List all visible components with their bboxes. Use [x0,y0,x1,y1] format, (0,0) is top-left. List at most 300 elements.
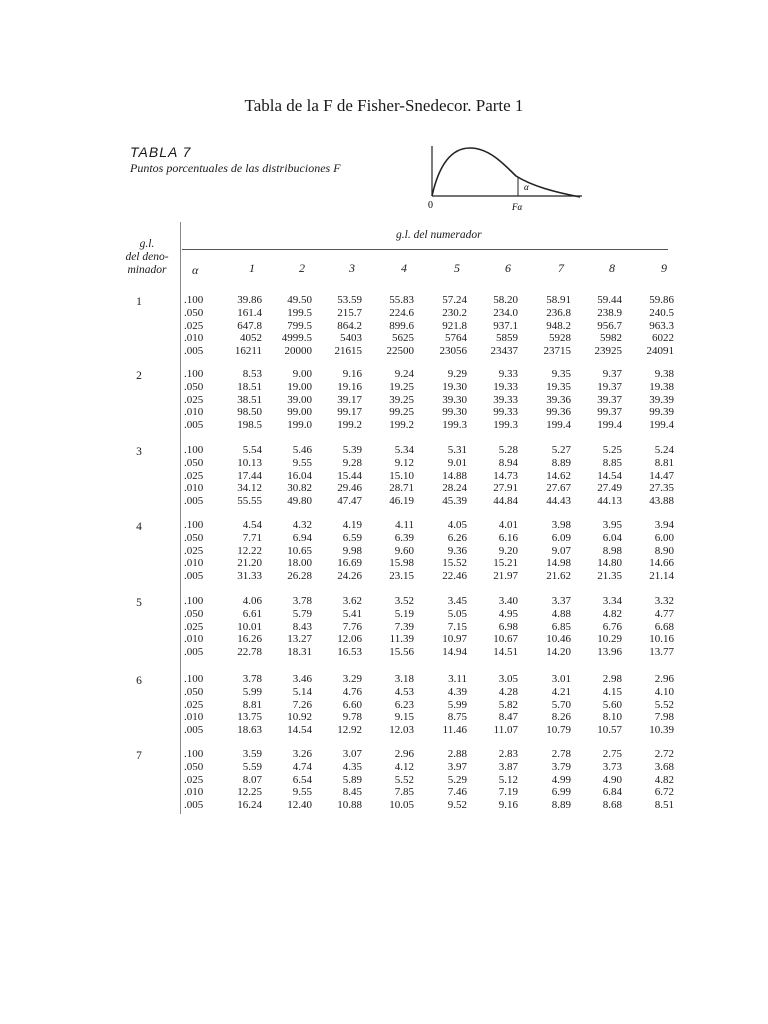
alpha-level-label: .010 [184,557,204,570]
table-cell: 6022 [652,332,674,345]
table-cell: 9.28 [342,456,362,469]
denominator-df-block [0,294,768,358]
table-cell: 9.33 [498,368,518,380]
table-cell: 14.51 [493,646,518,659]
table-cell: 19.35 [546,380,571,393]
table-cell: 8.43 [292,620,312,633]
table-cell: 4.32 [292,519,312,531]
table-cell: 19.00 [287,380,312,393]
table-cell: 9.55 [292,456,312,469]
denominator-df-label: 4 [136,521,142,533]
table-label: TABLA 7 [130,144,192,160]
table-cell: 6.39 [394,531,414,544]
table-cell: 199.4 [649,419,674,432]
table-cell: 21615 [334,345,362,358]
table-cell: 14.54 [597,469,622,482]
table-cell: 24091 [646,345,674,358]
table-cell: 8.10 [602,711,622,724]
table-cell: 6.09 [551,531,571,544]
table-cell: 20000 [284,345,312,358]
denominator-df-label: 5 [136,597,142,609]
table-cell: 6.26 [447,531,467,544]
table-cell: 19.33 [493,380,518,393]
table-cell: 5403 [340,332,362,345]
table-cell: 99.36 [546,406,571,419]
table-cell: 14.98 [546,557,571,570]
alpha-level-label: .100 [184,748,204,760]
table-cell: 22500 [386,345,414,358]
table-cell: 8.75 [447,711,467,724]
table-cell: 18.63 [237,724,262,737]
alpha-level-label: .010 [184,786,204,799]
table-cell: 5.70 [551,698,571,711]
table-cell: 4.39 [447,685,467,698]
table-cell: 5.41 [342,607,362,620]
table-cell: 28.24 [442,482,467,495]
table-cell: 3.07 [342,748,362,760]
table-cell: 4.15 [602,685,622,698]
alpha-level-label: .005 [184,646,204,659]
table-cell: 3.45 [447,595,467,607]
table-subtitle: Puntos porcentuales de las distribuciones F [130,161,341,175]
table-cell: 199.0 [287,419,312,432]
table-cell: 10.16 [649,633,674,646]
table-cell: 10.79 [546,724,571,737]
table-cell: 2.88 [447,748,467,760]
table-cell: 10.67 [493,633,518,646]
table-cell: 4.11 [395,519,414,531]
table-cell: 6.99 [551,786,571,799]
table-cell: 198.5 [237,419,262,432]
table-cell: 99.17 [337,406,362,419]
table-cell: 12.92 [337,724,362,737]
alpha-level-label: .050 [184,531,204,544]
table-cell: 28.71 [389,482,414,495]
table-cell: 15.98 [389,557,414,570]
table-cell: 6.16 [498,531,518,544]
alpha-level-label: .010 [184,633,204,646]
table-cell: 199.4 [546,419,571,432]
table-cell: 16.53 [337,646,362,659]
table-cell: 18.31 [287,646,312,659]
table-cell: 19.16 [337,380,362,393]
table-cell: 9.35 [551,368,571,380]
alpha-level-label: .005 [184,345,204,358]
table-cell: 8.26 [551,711,571,724]
table-cell: 21.14 [649,570,674,583]
table-cell: 9.24 [394,368,414,380]
table-cell: 39.36 [546,393,571,406]
table-cell: 14.88 [442,469,467,482]
table-cell: 9.12 [394,456,414,469]
table-cell: 30.82 [287,482,312,495]
numerator-df-column-header: 9 [661,261,667,275]
table-cell: 44.13 [597,495,622,508]
alpha-level-label: .050 [184,456,204,469]
table-cell: 23056 [439,345,467,358]
table-cell: 99.00 [287,406,312,419]
table-cell: 10.39 [649,724,674,737]
table-cell: 937.1 [493,319,518,332]
alpha-level-label: .010 [184,711,204,724]
table-cell: 4.01 [498,519,518,531]
table-cell: 10.01 [237,620,262,633]
table-cell: 3.26 [292,748,312,760]
table-cell: 55.55 [237,495,262,508]
alpha-level-label: .025 [184,544,204,557]
table-cell: 44.84 [493,495,518,508]
table-cell: 4.77 [654,607,674,620]
table-cell: 5.52 [654,698,674,711]
table-cell: 3.87 [498,760,518,773]
table-cell: 27.35 [649,482,674,495]
table-cell: 3.18 [394,673,414,685]
table-cell: 14.54 [287,724,312,737]
table-cell: 27.67 [546,482,571,495]
table-cell: 23925 [594,345,622,358]
table-cell: 17.44 [237,469,262,482]
table-cell: 230.2 [442,306,467,319]
table-cell: 4.90 [602,773,622,786]
table-cell: 5.46 [292,444,312,456]
table-cell: 14.94 [442,646,467,659]
table-cell: 11.39 [389,633,414,646]
table-cell: 3.46 [292,673,312,685]
table-cell: 3.78 [292,595,312,607]
table-cell: 4.82 [602,607,622,620]
table-cell: 98.50 [237,406,262,419]
table-cell: 14.66 [649,557,674,570]
alpha-level-label: .025 [184,469,204,482]
table-cell: 5982 [600,332,622,345]
table-cell: 5.52 [394,773,414,786]
table-cell: 5.24 [654,444,674,456]
table-cell: 224.6 [389,306,414,319]
table-cell: 18.51 [237,380,262,393]
table-cell: 4.99 [551,773,571,786]
table-cell: 10.46 [546,633,571,646]
table-cell: 3.34 [602,595,622,607]
numerator-df-column-header: 2 [299,261,305,275]
table-cell: 10.92 [287,711,312,724]
denominator-header-line: minador [127,264,167,276]
table-cell: 15.44 [337,469,362,482]
table-cell: 9.29 [447,368,467,380]
alpha-level-label: .100 [184,595,204,607]
alpha-level-label: .010 [184,482,204,495]
table-cell: 4.74 [292,760,312,773]
table-cell: 18.00 [287,557,312,570]
table-cell: 16211 [234,345,262,358]
table-cell: 199.2 [337,419,362,432]
curve-alpha-label: α [524,182,529,192]
table-cell: 5.05 [447,607,467,620]
table-cell: 5928 [549,332,571,345]
table-cell: 39.30 [442,393,467,406]
table-cell: 238.9 [597,306,622,319]
denominator-df-block [0,595,768,659]
table-cell: 4.95 [498,607,518,620]
table-cell: 15.52 [442,557,467,570]
table-cell: 10.88 [337,799,362,812]
denominator-df-header [112,238,182,277]
table-cell: 3.01 [551,673,571,685]
table-cell: 4.76 [342,685,362,698]
table-cell: 11.46 [442,724,467,737]
table-cell: 3.97 [447,760,467,773]
table-cell: 864.2 [337,319,362,332]
page-title: Tabla de la F de Fisher-Snedecor. Parte 1 [244,96,524,115]
table-cell: 4.19 [342,519,362,531]
table-cell: 57.24 [442,294,467,306]
table-cell: 43.88 [649,495,674,508]
table-cell: 39.86 [237,294,262,306]
table-cell: 899.6 [389,319,414,332]
table-cell: 3.32 [654,595,674,607]
table-cell: 13.27 [287,633,312,646]
table-cell: 5859 [496,332,518,345]
numerator-df-column-header: 3 [349,261,355,275]
table-cell: 948.2 [546,319,571,332]
table-cell: 55.83 [389,294,414,306]
alpha-level-label: .050 [184,685,204,698]
alpha-level-label: .050 [184,607,204,620]
table-cell: 4.88 [551,607,571,620]
density-curve [432,148,580,197]
table-cell: 4.05 [447,519,467,531]
table-cell: 5.59 [242,760,262,773]
table-cell: 6.04 [602,531,622,544]
table-cell: 15.10 [389,469,414,482]
alpha-level-label: .025 [184,393,204,406]
table-cell: 10.05 [389,799,414,812]
table-cell: 9.15 [394,711,414,724]
table-cell: 12.03 [389,724,414,737]
table-cell: 11.07 [493,724,518,737]
table-cell: 956.7 [597,319,622,332]
table-cell: 4.54 [242,519,262,531]
table-cell: 5.29 [447,773,467,786]
table-cell: 16.04 [287,469,312,482]
table-cell: 13.96 [597,646,622,659]
alpha-level-label: .100 [184,444,204,456]
table-cell: 23.15 [389,570,414,583]
table-cell: 6.23 [394,698,414,711]
table-cell: 4.10 [654,685,674,698]
table-cell: 3.98 [551,519,571,531]
table-cell: 8.81 [654,456,674,469]
table-cell: 59.86 [649,294,674,306]
denominator-df-block [0,444,768,508]
table-cell: 3.59 [242,748,262,760]
table-cell: 16.26 [237,633,262,646]
table-cell: 2.78 [551,748,571,760]
table-cell: 4.35 [342,760,362,773]
table-cell: 31.33 [237,570,262,583]
table-cell: 4.28 [498,685,518,698]
table-cell: 99.25 [389,406,414,419]
table-cell: 5.79 [292,607,312,620]
table-cell: 45.39 [442,495,467,508]
table-cell: 14.47 [649,469,674,482]
table-cell: 14.80 [597,557,622,570]
table-cell: 19.25 [389,380,414,393]
table-cell: 6.59 [342,531,362,544]
table-cell: 6.61 [242,607,262,620]
table-cell: 8.98 [602,544,622,557]
table-cell: 9.60 [394,544,414,557]
table-cell: 5625 [392,332,414,345]
table-cell: 8.45 [342,786,362,799]
alpha-level-label: .005 [184,419,204,432]
table-cell: 215.7 [337,306,362,319]
table-cell: 7.19 [498,786,518,799]
table-cell: 199.3 [493,419,518,432]
table-cell: 9.16 [498,799,518,812]
numerator-df-column-header: 7 [558,261,564,275]
table-cell: 8.68 [602,799,622,812]
alpha-level-label: .025 [184,620,204,633]
alpha-level-label: .010 [184,406,204,419]
table-cell: 8.47 [498,711,518,724]
table-cell: 8.53 [242,368,262,380]
table-cell: 161.4 [237,306,262,319]
table-cell: 15.56 [389,646,414,659]
alpha-level-label: .100 [184,519,204,531]
table-cell: 8.51 [654,799,674,812]
table-cell: 9.55 [292,786,312,799]
table-cell: 7.71 [242,531,262,544]
table-cell: 10.65 [287,544,312,557]
table-cell: 4.82 [654,773,674,786]
alpha-level-label: .100 [184,673,204,685]
numerator-df-column-header: 4 [401,261,407,275]
alpha-level-label: .005 [184,495,204,508]
table-cell: 7.46 [447,786,467,799]
table-cell: 8.94 [498,456,518,469]
table-cell: 10.57 [597,724,622,737]
denominator-header-line: g.l. [139,238,155,250]
table-cell: 3.05 [498,673,518,685]
alpha-level-label: .005 [184,570,204,583]
table-cell: 240.5 [649,306,674,319]
alpha-level-label: .100 [184,368,204,380]
table-cell: 236.8 [546,306,571,319]
table-cell: 8.85 [602,456,622,469]
table-cell: 4.06 [242,595,262,607]
table-cell: 963.3 [649,319,674,332]
table-cell: 3.62 [342,595,362,607]
table-cell: 6.84 [602,786,622,799]
table-cell: 29.46 [337,482,362,495]
table-cell: 5.27 [551,444,571,456]
table-cell: 3.52 [394,595,414,607]
table-cell: 39.39 [649,393,674,406]
table-cell: 38.51 [237,393,262,406]
table-cell: 2.75 [602,748,622,760]
table-cell: 9.52 [447,799,467,812]
numerator-df-header: g.l. del numerador [396,229,482,241]
denominator-header-line: del deno- [125,251,169,263]
table-cell: 24.26 [337,570,362,583]
table-cell: 5.14 [292,685,312,698]
table-cell: 12.25 [237,786,262,799]
alpha-level-label: .025 [184,773,204,786]
table-cell: 5.28 [498,444,518,456]
table-cell: 7.15 [447,620,467,633]
table-cell: 23715 [543,345,571,358]
table-cell: 799.5 [287,319,312,332]
denominator-df-block [0,673,768,737]
table-cell: 199.5 [287,306,312,319]
numerator-df-column-header: 1 [249,261,255,275]
table-cell: 9.07 [551,544,571,557]
table-cell: 5.39 [342,444,362,456]
table-cell: 5.19 [394,607,414,620]
table-cell: 7.85 [394,786,414,799]
table-cell: 58.20 [493,294,518,306]
table-cell: 39.17 [337,393,362,406]
table-cell: 4052 [240,332,262,345]
table-cell: 26.28 [287,570,312,583]
table-cell: 10.97 [442,633,467,646]
f-distribution-curve-figure [418,140,588,220]
table-cell: 2.98 [602,673,622,685]
table-cell: 7.98 [654,711,674,724]
table-cell: 7.39 [394,620,414,633]
table-cell: 14.73 [493,469,518,482]
denominator-df-label: 1 [136,296,142,308]
table-cell: 99.30 [442,406,467,419]
table-cell: 2.72 [654,748,674,760]
curve-f-alpha-label: Fα [512,202,523,212]
table-cell: 8.89 [551,799,571,812]
table-cell: 16.24 [237,799,262,812]
table-cell: 8.89 [551,456,571,469]
alpha-column-header: α [192,263,199,277]
table-cell: 49.50 [287,294,312,306]
table-cell: 5.99 [242,685,262,698]
table-cell: 19.38 [649,380,674,393]
table-cell: 39.25 [389,393,414,406]
table-cell: 199.4 [597,419,622,432]
table-cell: 3.37 [551,595,571,607]
table-cell: 21.97 [493,570,518,583]
table-cell: 12.40 [287,799,312,812]
table-cell: 3.40 [498,595,518,607]
table-cell: 6.72 [654,786,674,799]
table-cell: 5.60 [602,698,622,711]
numerator-df-column-header: 8 [609,261,615,275]
table-cell: 39.00 [287,393,312,406]
table-cell: 199.3 [442,419,467,432]
alpha-level-label: .050 [184,760,204,773]
table-cell: 21.20 [237,557,262,570]
table-cell: 8.90 [654,544,674,557]
table-cell: 99.33 [493,406,518,419]
table-cell: 58.91 [546,294,571,306]
curve-origin-label: 0 [428,200,433,211]
table-cell: 34.12 [237,482,262,495]
table-cell: 4.12 [394,760,414,773]
table-cell: 22.78 [237,646,262,659]
table-cell: 39.37 [597,393,622,406]
table-cell: 8.81 [242,698,262,711]
table-cell: 9.20 [498,544,518,557]
table-cell: 6.54 [292,773,312,786]
table-cell: 27.49 [597,482,622,495]
table-cell: 5.34 [394,444,414,456]
